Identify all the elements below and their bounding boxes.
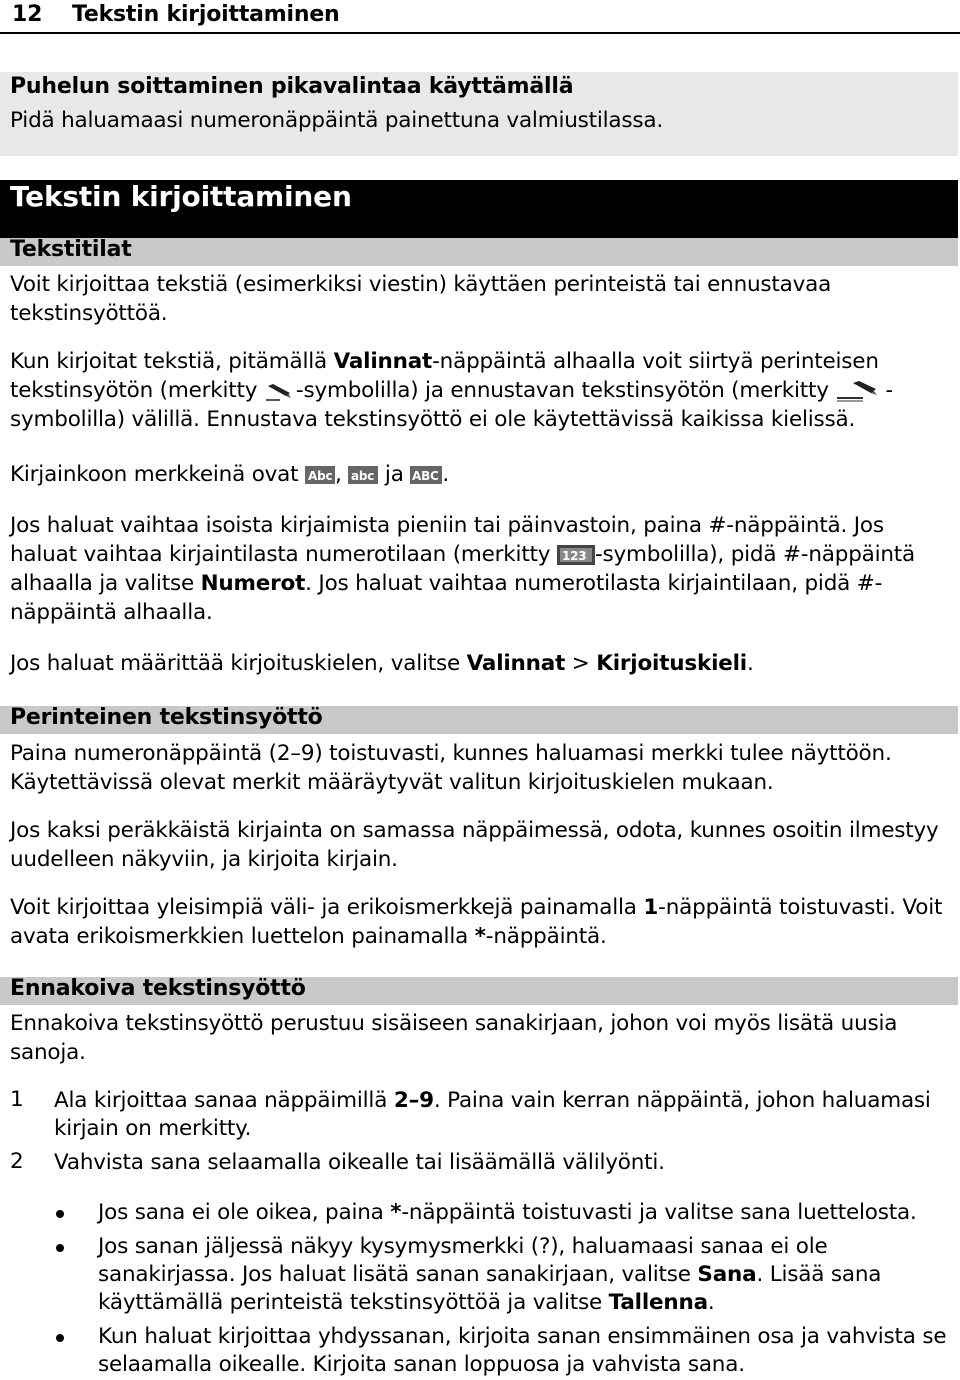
- paragraph-traditional-keys: Paina numeronäppäintä (2–9) toistuvasti, kunnes haluamasi merkki tulee näyttöön. Käytettävissä olevat merkit määräytyvät valitun kirjoituskielen mukaan.: [10, 741, 892, 795]
- key-star-label: *: [390, 1200, 402, 1225]
- text-span: Kun kirjoitat tekstiä, pitämällä: [10, 349, 334, 374]
- page-number: 12: [12, 2, 43, 27]
- abc-upper-case-icon: [410, 465, 442, 485]
- kirjoituskieli-menu-label: Kirjoituskieli: [596, 651, 747, 676]
- key-1-label: 1: [643, 895, 659, 920]
- svg-text:ABC: ABC: [412, 469, 439, 483]
- text-span: Kirjainkoon merkkeinä ovat: [10, 462, 306, 487]
- tip-title: Puhelun soittaminen pikavalintaa käyttämällä: [10, 74, 574, 99]
- text-span: ,: [335, 462, 342, 487]
- text-span: . Jos haluat vaihtaa numerotilasta kirjaintilaan, pidä #-näppäintä alhaalla.: [10, 571, 883, 625]
- bullet-item: [98, 1233, 950, 1317]
- subheading-predictive-input-label: Ennakoiva tekstinsyöttö: [10, 976, 306, 1001]
- paragraph-predictive-dictionary: Ennakoiva tekstinsyöttö perustuu sisäiseen sanakirjaan, johon voi myös lisätä uusia sanoja.: [10, 1011, 898, 1065]
- text-span: -symbolilla) välillä. Ennustava tekstinsyöttö ei ole käytettävissä kaikissa kielissä.: [10, 378, 893, 432]
- subheading-text-modes-label: Tekstitilat: [10, 237, 132, 262]
- numeric-123-icon: [557, 544, 595, 566]
- subheading-predictive-input: [0, 977, 958, 1005]
- numerot-option-label: Numerot: [200, 571, 306, 596]
- tip-text: Pidä haluamaasi numeronäppäintä painettuna valmiustilassa.: [10, 108, 664, 133]
- paragraph-case-and-numeric: [10, 511, 950, 627]
- keys-2-9-label: 2–9: [393, 1088, 434, 1113]
- abc-lower-case-icon: [348, 465, 378, 485]
- subheading-traditional-input-label: Perinteinen tekstinsyöttö: [10, 705, 323, 730]
- paragraph-special-characters: [10, 893, 950, 951]
- text-span: -näppäintä alhaalla voit siirtyä perinteisen tekstinsyötön (merkitty: [10, 349, 879, 403]
- text-span: ja: [378, 462, 411, 487]
- paragraph-same-key-letters: Jos kaksi peräkkäistä kirjainta on samassa näppäimessä, odota, kunnes osoitin ilmestyy uudelleen näkyviin, ja kirjoita kirjain.: [10, 818, 939, 872]
- text-span: -symbolilla), pidä #-näppäintä alhaalla ja valitse: [10, 542, 916, 596]
- running-title: Tekstin kirjoittaminen: [72, 2, 340, 27]
- step-item: Vahvista sana selaamalla oikealle tai lisäämällä välilyönti.: [54, 1150, 665, 1175]
- text-span: .: [442, 462, 449, 487]
- step-number: 2: [10, 1149, 24, 1174]
- bullet-dot: [56, 1244, 64, 1252]
- bullet-dot: [56, 1334, 64, 1342]
- text-span: -symbolilla) ja ennustavan tekstinsyötön (merkitty: [295, 378, 836, 403]
- tallenna-option-label: Tallenna: [608, 1290, 708, 1315]
- text-span: -näppäintä toistuvasti ja valitse sana luettelosta.: [401, 1200, 917, 1225]
- text-span: -näppäintä toistuvasti. Voit avata erikoismerkkien luettelon painamalla: [10, 895, 943, 949]
- text-span: .: [746, 651, 754, 676]
- predictive-pencil-icon: [835, 379, 885, 403]
- section-title: Tekstin kirjoittaminen: [10, 180, 352, 213]
- text-span: Ala kirjoittaa sanaa näppäimillä: [54, 1088, 394, 1113]
- text-span: Jos haluat määrittää kirjoituskielen, valitse: [10, 651, 467, 676]
- svg-text:Abc: Abc: [308, 469, 333, 483]
- bullet-dot: [56, 1210, 64, 1218]
- abc-sentence-case-icon: [305, 465, 335, 485]
- text-span: . Lisää sana käyttämällä perinteistä tekstinsyöttöä ja valitse: [98, 1262, 882, 1315]
- step-item: [54, 1087, 950, 1143]
- text-span: >: [565, 651, 597, 676]
- key-star-label: *: [474, 924, 486, 949]
- pencil-icon: [264, 380, 296, 402]
- text-span: Jos haluat vaihtaa isoista kirjaimista pieniin tai päinvastoin, paina #-näppäintä. Jos haluat vaihtaa kirjaintilasta numerotilaan (merkitty: [10, 513, 884, 567]
- subheading-text-modes: [0, 238, 958, 266]
- text-span: -näppäintä.: [485, 924, 607, 949]
- section-heading: [0, 180, 958, 238]
- svg-text:123: 123: [561, 549, 587, 563]
- text-span: Voit kirjoittaa yleisimpiä väli- ja erikoismerkkejä painamalla: [10, 895, 644, 920]
- svg-text:abc: abc: [351, 469, 375, 483]
- valinnat-key-label: Valinnat: [333, 349, 433, 374]
- paragraph-switch-modes: [10, 347, 950, 434]
- valinnat-menu-label: Valinnat: [466, 651, 566, 676]
- page-header: [0, 0, 960, 34]
- text-span: . Paina vain kerran näppäintä, johon haluamasi kirjain on merkitty.: [54, 1088, 931, 1141]
- bullet-item: Kun haluat kirjoittaa yhdyssanan, kirjoita sanan ensimmäinen osa ja vahvista se selaamalla oikealle. Kirjoita sanan loppuosa ja vahvista sana.: [98, 1324, 947, 1377]
- sana-option-label: Sana: [697, 1262, 757, 1287]
- paragraph-writing-language: [10, 649, 950, 678]
- text-span: .: [707, 1290, 715, 1315]
- step-number: 1: [10, 1087, 24, 1112]
- text-span: Jos sanan jäljessä näkyy kysymysmerkki (?), haluamaasi sanaa ei ole sanakirjassa. Jos haluat lisätä sanan sanakirjaan, valitse: [98, 1234, 828, 1287]
- tip-box: [0, 72, 958, 156]
- subheading-traditional-input: [0, 706, 958, 734]
- paragraph-letter-case: [10, 460, 950, 489]
- bullet-item: [98, 1199, 950, 1227]
- text-span: Jos sana ei ole oikea, paina: [98, 1200, 391, 1225]
- paragraph-text-modes-intro: Voit kirjoittaa tekstiä (esimerkiksi viestin) käyttäen perinteistä tai ennustavaa tekstinsyöttöä.: [10, 272, 832, 326]
